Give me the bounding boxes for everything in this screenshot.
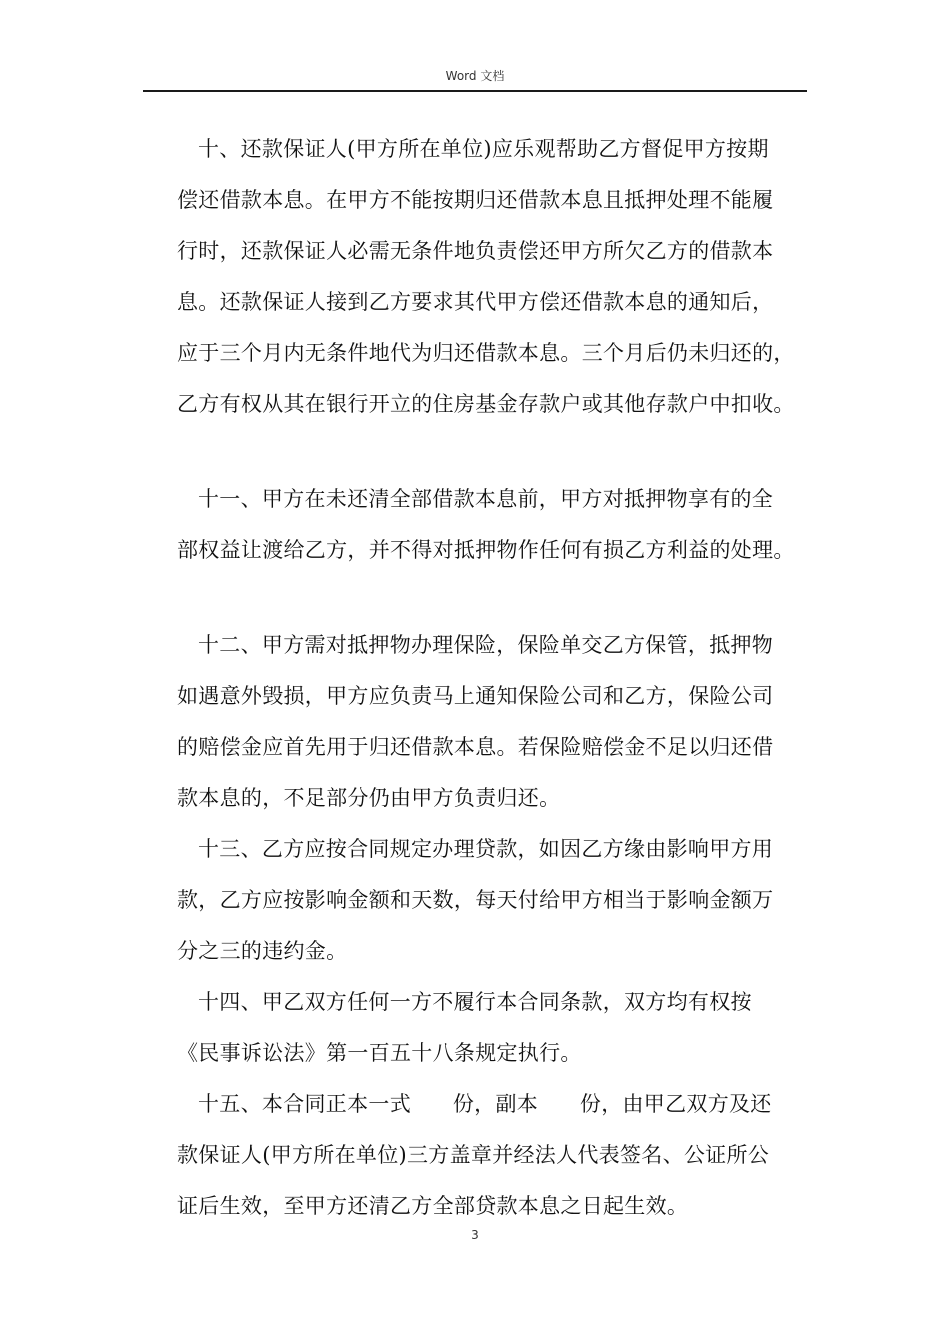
clause-10 [177, 124, 795, 430]
clause-line: 分之三的违约金。 [177, 939, 348, 963]
clause-line: 行时，还款保证人必需无条件地负责偿还甲方所欠乙方的借款本 [177, 239, 774, 263]
clause-line: 十五、本合同正本一式 份，副本 份，由甲乙双方及还 [198, 1092, 772, 1116]
clause-line: 《民事诉讼法》第一百五十八条规定执行。 [177, 1041, 582, 1065]
document-body [177, 124, 795, 1232]
clause-line: 偿还借款本息。在甲方不能按期归还借款本息且抵押处理不能履 [177, 188, 774, 212]
clause-line: 证后生效，至甲方还清乙方全部贷款本息之日起生效。 [177, 1194, 689, 1218]
page-number: 3 [471, 1228, 479, 1242]
page-header [143, 64, 807, 92]
clause-line: 十一、甲方在未还清全部借款本息前，甲方对抵押物享有的全 [198, 487, 774, 511]
clause-15 [177, 1079, 777, 1232]
header-title: Word 文档 [445, 69, 505, 83]
clause-line: 如遇意外毁损，甲方应负责马上通知保险公司和乙方，保险公司 [177, 684, 774, 708]
clause-line: 十四、甲乙双方任何一方不履行本合同条款，双方均有权按 [198, 990, 752, 1014]
clause-line: 款本息的，不足部分仍由甲方负责归还。 [177, 786, 561, 810]
clause-14 [177, 977, 777, 1079]
clause-line: 息。还款保证人接到乙方要求其代甲方偿还借款本息的通知后， [177, 290, 774, 314]
paragraph-gap [177, 576, 777, 620]
clause-line: 乙方有权从其在银行开立的住房基金存款户或其他存款户中扣收。 [177, 392, 795, 416]
clause-line: 应于三个月内无条件地代为归还借款本息。三个月后仍未归还的， [177, 341, 795, 365]
clause-11 [177, 474, 795, 576]
clause-line: 十、还款保证人(甲方所在单位)应乐观帮助乙方督促甲方按期 [198, 137, 769, 161]
clause-line: 的赔偿金应首先用于归还借款本息。若保险赔偿金不足以归还借 [177, 735, 774, 759]
clause-13 [177, 824, 777, 977]
clause-line: 十二、甲方需对抵押物办理保险，保险单交乙方保管，抵押物 [198, 633, 774, 657]
clause-line: 款，乙方应按影响金额和天数，每天付给甲方相当于影响金额万 [177, 888, 774, 912]
clause-line: 部权益让渡给乙方，并不得对抵押物作任何有损乙方利益的处理。 [177, 538, 795, 562]
clause-line: 十三、乙方应按合同规定办理贷款，如因乙方缘由影响甲方用 [198, 837, 774, 861]
paragraph-gap [177, 430, 777, 474]
clause-line: 款保证人(甲方所在单位)三方盖章并经法人代表签名、公证所公 [177, 1143, 770, 1167]
clause-12 [177, 620, 777, 824]
